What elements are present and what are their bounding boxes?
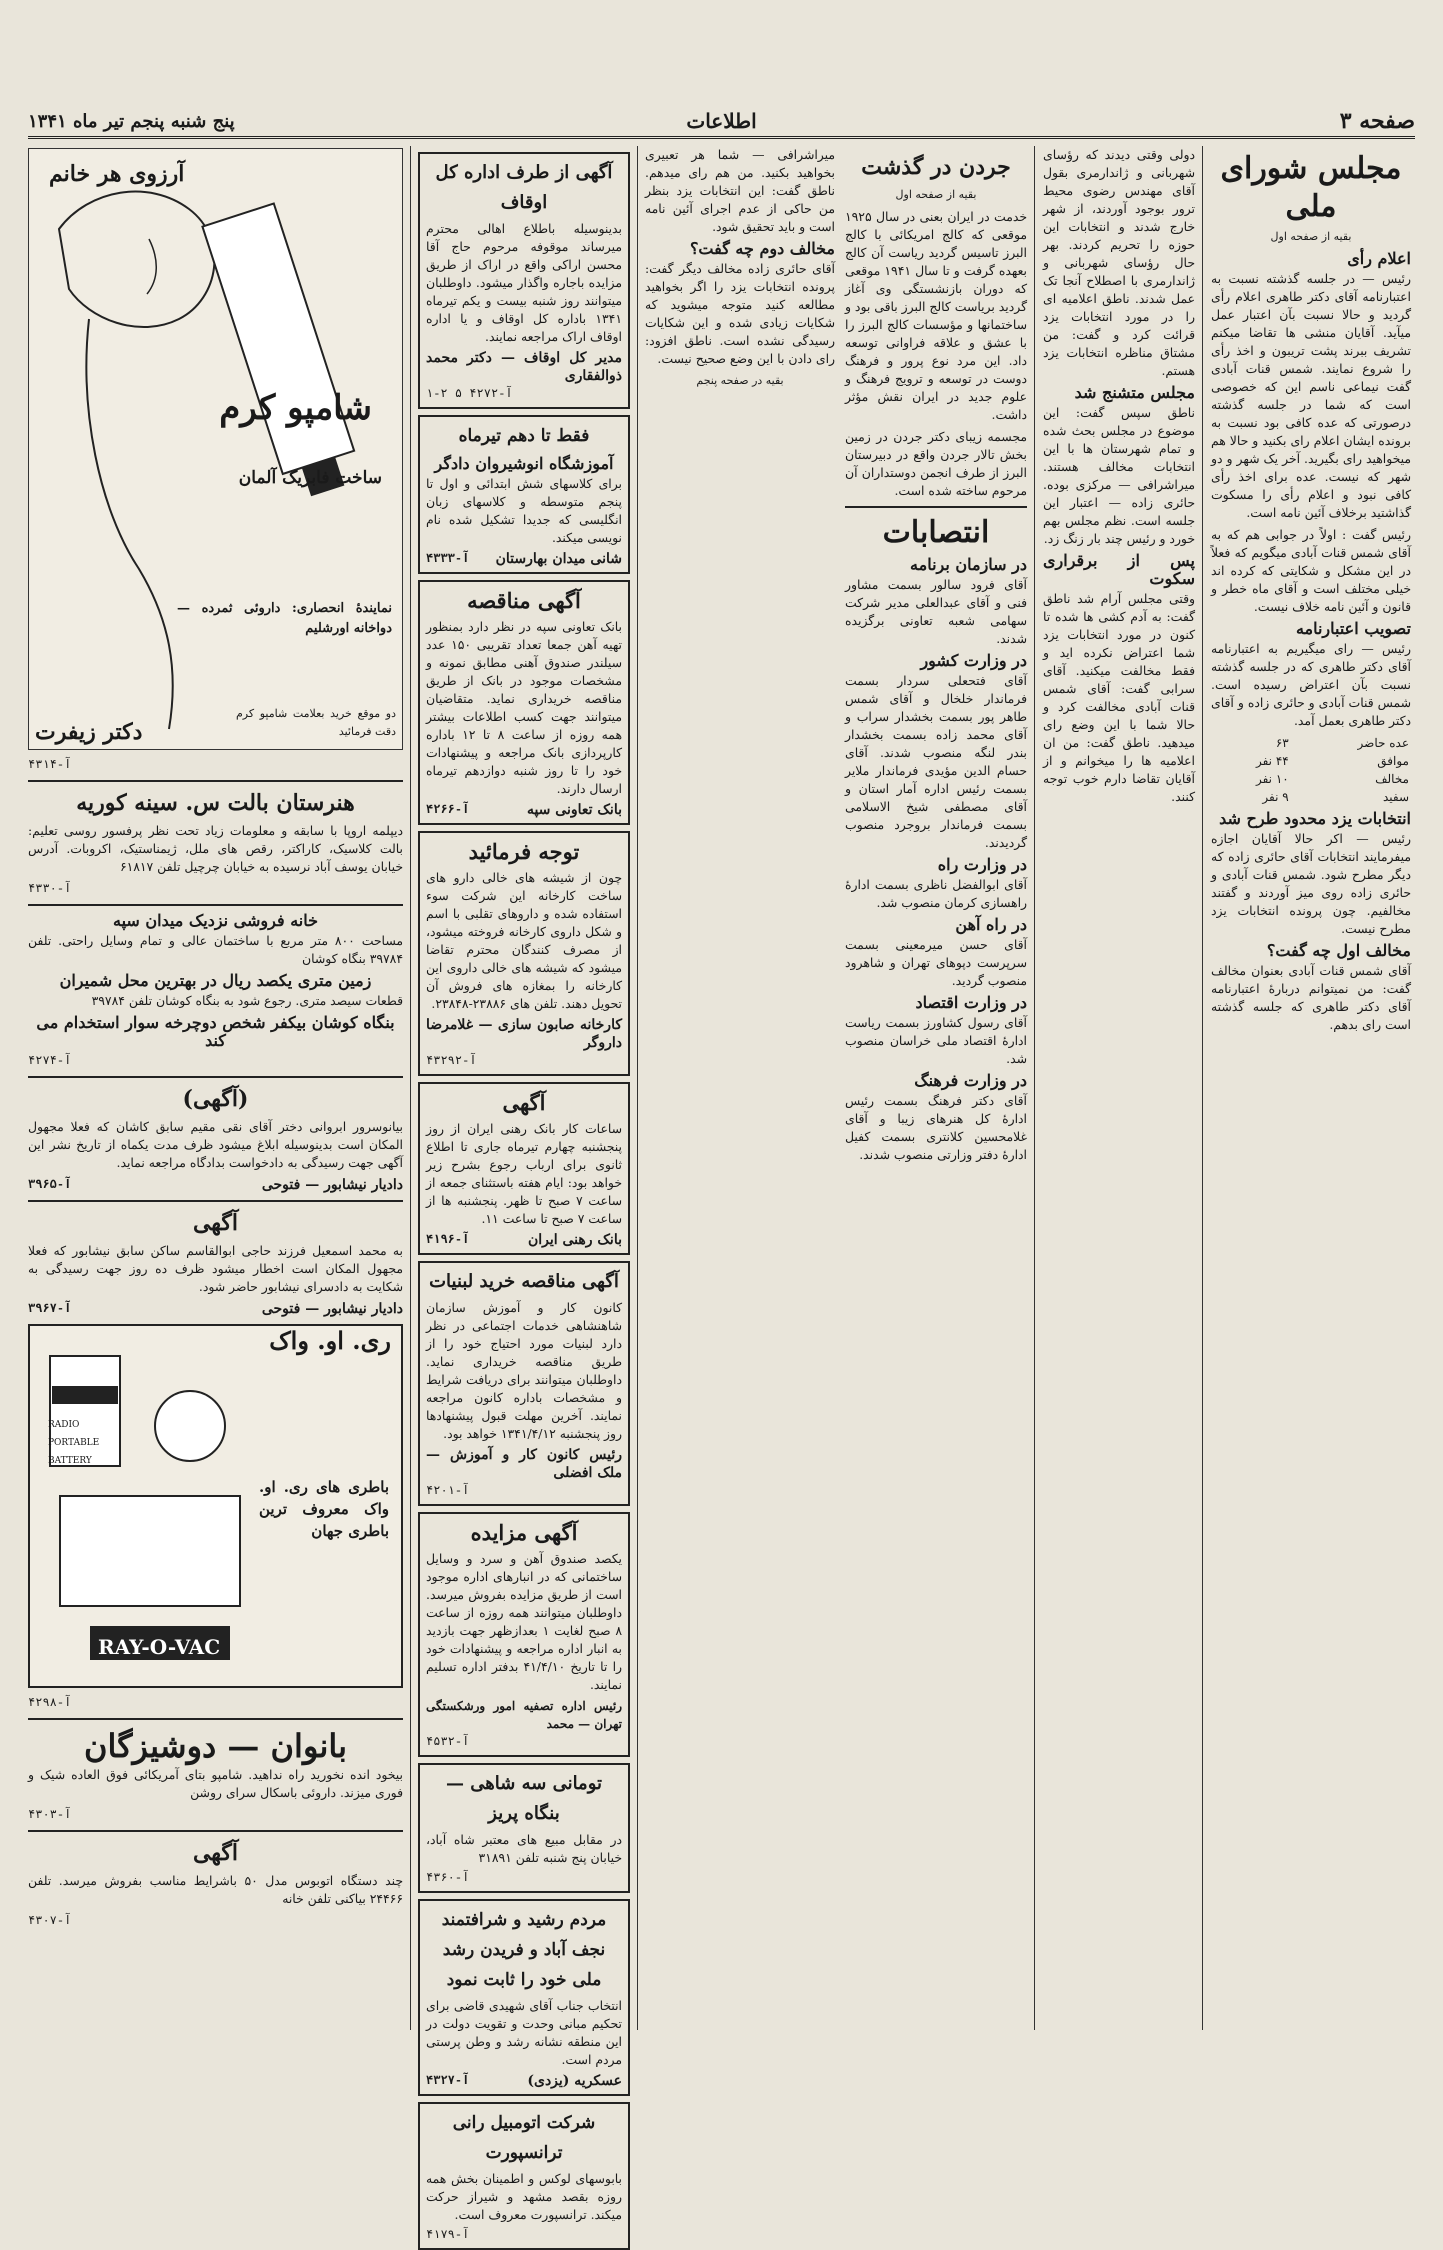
ad-code: آ-۴۳۲۷ (426, 2074, 470, 2088)
appointment-text: آقای ابوالفضل ناظری بسمت ادارهٔ راهسازی کرمان منصوب شد. (845, 877, 1027, 910)
ad-title: (آگهی) (182, 1086, 249, 1112)
divider (28, 780, 403, 782)
shampoo-agents: نمایندهٔ انحصاری: داروئی ثمرده — دواخانه اورشلیم (177, 601, 392, 636)
ad-najafabad (418, 1899, 630, 2096)
section-heading: مخالف اول چه گفت؟ (1266, 941, 1411, 960)
article-paragraph: دولی وقتی دیدند که رؤسای شهربانی و ژاندارمری بقول آقای مهندس رضوی محیط ترور بوجود آوردند، از شهر خارج شدند و انتخابات این حوزه را تحریم کردند. بهر حال رؤسای شهربانی و ژاندارمری با اصطلاح آنجا تک عمل شدند. ناطق اعلامیه ای را در مورد انتخابات یزد قرائت کرد و گفت: من مشتاق مناظره انتخابات یزد هستم. (1043, 147, 1195, 378)
ad-footer (28, 1176, 403, 1194)
column-rule (410, 146, 411, 2030)
article-paragraph: رئیس — در جلسه گذشته نسبت به اعتبارنامه آقای دکتر طاهری اعلام رأی گردید و حالا نسبت بآن اعتبار عمل میآید. آقایان منشی ها تقاضا میکنم تشریف ببرند پشت تریبون و اخذ رأی را شروع نمایند. شمس قنات آبادی گفت نیماعی ناسم این که خصوصی است که شما در جلسه گذشته درصورتی که عده کافی بود نسبت به برونده ایشان اعلام رای بکنید و حالا هم میخواهید رای بگیرید. آخر یک شهر و دو شهر که نیست. عده برای اخذ رأی کافی نبود و اعلام رأی را مسکوت گذاشتید برخلاف آئین نامه است. (1211, 271, 1411, 520)
divider (28, 1200, 403, 1202)
ad-title: مردم رشید و شرافتمند نجف آباد و فریدن رشد ملی خود را ثابت نمود (441, 1910, 607, 1990)
real-estate-ad (28, 912, 403, 1070)
ad-code-part: ۱-۲ (426, 387, 448, 401)
jordan-article (845, 146, 1027, 1168)
ad-footer (426, 1231, 622, 1249)
ad-code: آ-۴۳۱۴ (28, 758, 72, 772)
battery-label-band (52, 1386, 118, 1404)
section-heading: انتخابات یزد محدود طرح شد (1219, 809, 1411, 828)
appointments-title: انتصابات (882, 515, 990, 550)
ad-footer (426, 1016, 622, 1052)
ad-signature: دادیار نیشابور — فتوحی (261, 1177, 403, 1193)
ads-column (418, 146, 630, 2242)
article-paragraph: ناطق سپس گفت: این موضوع در مجلس بحث شده و تمام شهرستان ها با این انتخابات مخالف هستند. میراشرافی — مرکزی بوده. حائری زاده — اعتبار این جلسه است. نظم مجلس بهم خورد و رئیس چند بار زنگ زد. (1043, 405, 1195, 546)
ad-text: دیپلمه اروپا با سابقه و معلومات زیاد تحت نظر پرفسور روسی تعلیم: بالت کلاسیک، کاراکتر، رقص های ملل، ژیمناستیک، اکروبات. آدرس خیابان یوسف آباد نرسیده به خیابان چرچیل تلفن ۶۱۸۱۷ (28, 823, 403, 874)
ad-text: انتخاب جناب آقای شهیدی قاضی برای تحکیم مبانی وحدت و تقویت دولت در این منطقه نشانه رشد و وطن پرستی مردم است. (426, 1998, 622, 2067)
ad-title: فقط تا دهم تیرماه (458, 426, 590, 446)
vote-label: مخالف (1375, 772, 1409, 786)
article-title: مجلس شورای ملی (1220, 151, 1402, 224)
ad-text: کانون کار و آموزش سازمان شاهنشاهی خدمات اجتماعی در نظر دارد لبنیات مورد احتیاج خود را از طریق مناقصه خریداری نماید. داوطلبان میتوانند برای دریافت شرایط و مشخصات باداره کانون مراجعه نمایند. آخرین مهلت قبول پیشنهادها روز پنجشنبه ۱۳۴۱/۴/۱۲ خواهد بود. (426, 1300, 622, 1441)
ad-title: زمین متری یکصد ریال در بهترین محل شمیران (59, 971, 372, 990)
woman-figure-outline (86, 319, 172, 729)
rayovac-text: باطری های ری. او. واک معروف ترین باطری جهان (259, 1478, 389, 1540)
ad-title: بانوان — دوشیزگان (83, 1727, 348, 1765)
ad-code: آ-۴۱۹۶ (426, 1233, 470, 1247)
ad-signature: رئیس اداره تصفیه امور ورشکستگی تهران — محمد (426, 1699, 622, 1731)
ad-signature: کارخانه صابون سازی — غلامرضا داروگر (426, 1017, 622, 1051)
ad-text: ساعات کار بانک رهنی ایران از روز پنجشنبه چهارم تیرماه جاری تا اطلاع ثانوی برای ارباب رجوع بشرح زیر خواهد بود: ایام هفته باستثنای جمعه از ساعت ۷ صبح تا ظهر. پنجشنبه ها از ساعت ۷ صبح تا ساعت ۱۱. (426, 1121, 622, 1226)
ad-text: بدینوسیله باطلاع اهالی محترم میرساند موقوفه مرحوم حاج آقا محسن اراکی واقع در اراک از طریق مزایده باجاره واگذار میشود. داوطلبان میتوانند روز شنبه بیست و یکم تیرماه ۱۳۴۱ باداره کل اوقاف و یا اداره اوقاف اراک مراجعه نمایند. (426, 221, 622, 344)
paper-name: اطلاعات (686, 109, 757, 133)
parliament-continued (1043, 146, 1195, 2030)
ad-code: آ-۳۹۶۷ (28, 1302, 72, 1316)
ad-code: آ-۴۳۲۹۲ (426, 1054, 477, 1068)
divider (28, 1830, 403, 1832)
shampoo-maker: ساخت فابریک آلمان (238, 468, 382, 488)
legal-notice-1 (28, 1084, 403, 1194)
vote-row (1211, 734, 1411, 752)
ad-text: بانک تعاونی سپه در نظر دارد بمنظور تهیه آهن جمعا تعداد تقریبی ۱۵۰ عدد سیلندر صندوق آهنی مطابق نمونه و مشخصات موجود در بانک از طریق مناقصه خریداری نماید. متقاضیان میتوانند جهت کسب اطلاعات بیشتر همه روزه از ساعت ۸ تا ۱۲ باداره کارپردازی بانک مراجعه و پیشنهادات خود را تا روز شنبه دوازدهم تیرماه ارسال دارند. (426, 619, 622, 796)
ad-auction (418, 1512, 630, 1757)
appointment-heading: در راه آهن (955, 915, 1027, 934)
appointment-heading: در وزارت راه (937, 855, 1027, 874)
ad-signature: رئیس کانون کار و آموزش — ملک افضلی (426, 1447, 622, 1481)
ad-code: آ-۳۹۶۵ (28, 1178, 72, 1192)
ad-title: توجه فرمائید (468, 839, 580, 864)
jordan-column (645, 146, 1027, 2030)
article-paragraph: رئیس — رای میگیریم به اعتبارنامه آقای دکتر طاهری که در جلسه گذشته نسبت بآن اعتراض رسیده است. شمس قنات آبادی و حائری زاده و آقای دکتر طاهری بعمل آمد. (1211, 641, 1411, 728)
appointment-heading: در وزارت اقتصاد (915, 993, 1027, 1012)
ad-text: قطعات سیصد متری. رجوع شود به بنگاه کوشان تلفن ۳۹۷۸۴ (91, 993, 403, 1008)
divider (845, 506, 1027, 508)
page-number: صفحه ۳ (1339, 108, 1415, 134)
ad-text: یکصد صندوق آهن و سرد و وسایل ساختمانی که در انبارهای اداره موجود است از طریق مزایده بفروش میرسد. داوطلبان میتوانند همه روزه از ساعت ۸ صبح لغایت ۱ بعدازظهر جهت بازدید به انبار اداره مراجعه و پیشنهادات خود را تا تاریخ ۴۱/۴/۱۰ بدفتر اداره تسلیم نمایند. (426, 1551, 623, 1692)
woman-face-line (147, 239, 156, 294)
ad-code: آ-۴۳۰۳ (28, 1808, 72, 1822)
ad-signature: بانک تعاونی سپه (526, 802, 622, 818)
appointment-text: آقای حسن میرمعینی بسمت سرپرست دپوهای تهران و شاهرود منصوب گردید. (845, 937, 1027, 988)
ad-pawn (418, 1763, 630, 1893)
ad-title: آگهی (192, 1210, 239, 1236)
vote-label: موافق (1377, 754, 1409, 768)
section-heading: مجلس متشنج شد (1074, 383, 1195, 402)
ad-title: بنگاه کوشان بیکفر شخص دوچرخه سوار استخدام می کند (36, 1013, 395, 1050)
woman-hair-outline (59, 192, 214, 327)
ad-title: هنرستان بالت س. سینه کوریه (76, 790, 355, 816)
parliament-article (1211, 146, 1411, 2030)
ad-address: شانی میدان بهارستان (495, 551, 622, 567)
ad-text: بابوسهای لوکس و اطمینان بخش همه روزه بقصد مشهد و شیراز حرکت میکند. ترانسپورت معروف است. (426, 2171, 622, 2222)
ad-signature: عسکریه (یزدی) (527, 2073, 622, 2089)
ad-code: آ-۴۲۹۸ (28, 1696, 72, 1710)
ad-code: آ-۴۲۶۶ (426, 803, 470, 817)
appointment-heading: در وزارت کشور (920, 651, 1027, 670)
ad-title: آگهی از طرف اداره کل اوقاف (435, 162, 613, 213)
ad-school (418, 415, 630, 574)
masthead (28, 106, 1415, 139)
article-title: جردن در گذشت (861, 154, 1011, 180)
tube-body (202, 203, 354, 473)
vote-value: ۴۴ نفر (1255, 754, 1289, 768)
ad-subtitle: آموزشگاه انوشیروان دادگر (434, 454, 614, 473)
shampoo-ad (28, 148, 403, 750)
article-paragraph: رئیس گفت : اولاً در جوابی هم که به آقای شمس قنات آبادی میگویم که فعلاً در این مشکل و شکایتی که کرده اند خیلی مختلف است و آقای ماه خطر و قانون و آئین نامه خلاف نیست. (1211, 527, 1411, 614)
battery-pack (60, 1496, 240, 1606)
divider (28, 1076, 403, 1078)
ad-text: چون از شیشه های خالی دارو های ساخت کارخانه این شرکت سوء استفاده شده و داروهای تقلبی با اسم و شکل داروی کارخانه فروخته میشود، از مصرف کنندگان محترم تقاضا میشود که شیشه های خالی داروی این کارخانه را بمغازه های فروش آن تحویل دهند. تلفن های ۲۳۸۸۶-۲۳۸۴۸. (426, 870, 622, 1011)
ad-transport (418, 2102, 630, 2250)
ad-signature: دادیار نیشابور — فتوحی (261, 1301, 403, 1317)
ad-notice (418, 831, 630, 1076)
shampoo-name: شامپو کرم (219, 388, 372, 428)
ad-text: برای کلاسهای شش ابتدائی و اول تا پنجم متوسطه و کلاسهای زبان انگلیسی که جدیدا تشکیل شده نام نویسی میکند. (426, 476, 622, 545)
shampoo-brand: دکتر زیفرت (35, 719, 143, 745)
vote-row (1211, 770, 1411, 788)
ad-code: آ-۴۲۰۱ (426, 1484, 470, 1498)
ad-code: آ-۴۳۰۷ (28, 1914, 72, 1928)
appointment-text: آقای فتحعلی سردار بسمت فرماندار خلخال و آقای شمس طاهر پور بسمت بخشدار سراب و آقای محمد زاده بسمت بخشدار بندر لنگه منصوب شدند. آقای حسام الدین مؤیدی فرماندار ملایر بسمت رئیس اداره آمار استان و آقای مصطفی شیخ الاسلامی بسمت فرماندار بروجرد منصوب گردیدند. (845, 673, 1027, 850)
shampoo-headline: آرزوی هر خانم (49, 161, 185, 187)
ad-code (426, 385, 622, 403)
article-paragraph: مجسمه زیبای دکتر جردن در زمین بخش تالار جردن واقع در دبیرستان البرز از طرف انجمن دوستداران آن مرحوم ساخته شده است. (845, 429, 1027, 498)
ad-code: آ-۴۳۳۰ (28, 882, 72, 896)
ad-code: آ-۴۳۶۰ (426, 1871, 470, 1885)
rayovac-brand: RAY-O-VAC (98, 1635, 221, 1659)
section-heading: مخالف دوم چه گفت؟ (689, 239, 835, 258)
article-paragraph: میراشرافی — شما هر تعبیری بخواهید بکنید. من هم رای میدهم. ناطق گفت: این انتخابات یزد بنظر من حاکی از عدم اجرای آئین نامه است و باید تحقیق شود. (645, 147, 835, 234)
vote-row (1211, 752, 1411, 770)
ad-footer (426, 349, 622, 385)
ad-text: در مقابل مبیع های معتبر شاه آباد، خیابان پنج شنبه تلفن ۳۱۸۹۱ (426, 1832, 622, 1865)
ad-code-part: آ-۴۲۷۲ ۵ (454, 387, 513, 401)
ballet-ad (28, 788, 403, 898)
section-heading: اعلام رأی (1347, 249, 1411, 268)
ad-text: به محمد اسمعیل فرزند حاجی ابوالقاسم ساکن سابق نیشابور که فعلا مجهول المکان است اخطار میشود ظرف ده روز جهت رسیدگی به شکایت به دادسرای نیشابور حاضر شود. (28, 1243, 403, 1294)
vote-value: ۱۰ نفر (1255, 772, 1289, 786)
ad-footer (426, 550, 622, 568)
ad-code: آ-۴۱۷۹ (426, 2228, 470, 2242)
ad-title: آگهی مناقصه خرید لبنیات (429, 1271, 619, 1292)
ad-footer (426, 1697, 622, 1733)
shampoo-note: دو موقع خرید بعلامت شامپو کرم دقت فرمائید (236, 707, 396, 738)
continued-note: بقیه از صفحه اول (1270, 230, 1352, 243)
vote-label: سفید (1382, 790, 1409, 804)
column-rule (637, 146, 638, 2030)
ad-signature: مدیر کل اوقاف — دکتر محمد ذوالفقاری (426, 350, 622, 384)
bus-sale-ad (28, 1838, 403, 1930)
ad-bank (418, 1082, 630, 1255)
column-rule (1034, 146, 1035, 2030)
ad-title: آگهی مزایده (470, 1520, 578, 1545)
appointment-heading: در وزارت فرهنگ (914, 1071, 1027, 1090)
divider (28, 904, 403, 906)
issue-date: پنج شنبه پنجم تیر ماه ۱۳۴۱ (28, 110, 235, 132)
ad-title: شرکت اتومبیل رانی ترانسپورت (452, 2113, 596, 2163)
legal-notice-2 (28, 1208, 403, 1318)
ad-title: خانه فروشی نزدیک میدان سپه (112, 911, 318, 930)
ad-title: آگهی (502, 1090, 546, 1115)
left-ads-column (28, 146, 403, 2030)
shampoo-illustration (29, 149, 402, 749)
ad-text: مساحت ۸۰۰ متر مربع با ساختمان عالی و تمام وسایل راحتی. تلفن ۳۹۷۸۴ بنگاه کوشان (28, 933, 404, 966)
ad-footer (28, 1300, 403, 1318)
appointment-text: آقای دکتر فرهنگ بسمت رئیس ادارهٔ کل هنرهای زیبا و آقای غلامحسین کلانتری بسمت کفیل ادارهٔ دفتر وزارتی منصوب شدند. (845, 1093, 1027, 1162)
appointments-list (845, 556, 1027, 1164)
article-paragraph: رئیس — اکر حالا آقایان اجازه میفرمایند انتخابات آقای حائری زاده که دیگر مطرح شود. شمس قنات آبادی و حائری زاده روی میز آوردند و گفتند مخالفیم. چون پرونده انتخابات یزد مطرح نیست. (1211, 831, 1411, 936)
column-rule (1202, 146, 1203, 2030)
rayovac-ad (28, 1324, 403, 1688)
ladies-ad (28, 1726, 403, 1824)
article-paragraph: وقتی مجلس آرام شد ناطق گفت: به آدم کشی ها شده تا کنون در مورد انتخابات یزد شما اعتراض نکرده اید و فقط مخالفت میکنید. آقای سرابی گفت: آقای شمس قنات آبادی مخالفت کرد و حالا شما با این وضع رای میدهید. ناطق گفت: من ان اعلامیه ها را میخوانم و از آقایان تقاضا دارم خوب توجه کنند. (1043, 591, 1195, 804)
shampoo-footer (35, 705, 396, 745)
vote-row (1211, 788, 1411, 806)
section-heading: تصویب اعتبارنامه (1295, 619, 1411, 638)
section-heading: پس از برقراری سکوت (1043, 551, 1195, 588)
article-paragraph: آقای شمس قنات آبادی بعنوان مخالف گفت: من نمیتوانم دربارهٔ اعتبارنامه آقای دکتر طاهری که جلسه گذشته است رای بدهم. (1211, 963, 1411, 1032)
vote-value: ۹ نفر (1262, 790, 1289, 804)
appointment-text: آقای فرود سالور بسمت مشاور فنی و آقای عبدالعلی مدیر شرکت سهامی شعبه تعاونی برگزیده شدند. (845, 577, 1027, 646)
shampoo-tube (202, 203, 363, 502)
appointment-heading: در سازمان برنامه (910, 555, 1027, 574)
ad-title: آگهی مناقصه (467, 588, 581, 613)
ad-title: تومانی سه شاهی — بنگاه پریز (445, 1773, 603, 1824)
vote-label: عده حاضر (1357, 736, 1409, 750)
rayovac-subtitle: RADIO PORTABLE BATTERY (48, 1420, 100, 1466)
article-paragraph: آقای حائری زاده مخالف دیگر گفت: پرونده انتخابات یزد را اگر بخواهید مطالعه کنید متوجه میشوید که شکایات زیادی شده و این شکایات رسیدگی نشده است. ناطق افزود: رای دادن با این وضع صحیح نیست. (645, 261, 835, 366)
ad-code: آ-۴۵۳۲ (426, 1735, 470, 1749)
ad-footer (426, 2072, 622, 2090)
ad-text: بیانوسرور ابروانی دختر آقای نقی مقیم سابق کاشان که فعلا مجهول المکان است بدینوسیله ابلاغ میشود ظرف مدت یکماه از تاریخ نشر این آگهی جهت رسیدگی به دادخواست بدادگاه مراجعه نماید. (28, 1119, 403, 1170)
ad-code: آ-۴۳۳۳ (426, 552, 470, 566)
ad-awqaf (418, 152, 630, 409)
ad-title: آگهی (192, 1840, 239, 1866)
battery-round (155, 1391, 225, 1461)
vote-table (1211, 734, 1411, 806)
ad-dairy-tender (418, 1261, 630, 1506)
continued-note: بقیه از صفحه اول (895, 188, 977, 201)
ad-text: چند دستگاه اتوبوس مدل ۵۰ باشرایط مناسب بفروش میرسد. تلفن ۲۴۴۶۶ بیاکنی تلفن خانه (28, 1873, 403, 1906)
rayovac-title: ری. او. واک (269, 1326, 391, 1355)
ad-text: بیخود انده نخورید راه نداهید. شامپو بتای آمریکائی فوق العاده شیک و فوری میزند. داروئی باسکال سرای روشن (28, 1767, 403, 1800)
ad-footer (426, 801, 622, 819)
divider (28, 1718, 403, 1720)
ad-signature: بانک رهنی ایران (527, 1232, 622, 1248)
vote-value: ۶۳ (1275, 736, 1289, 750)
ad-code: آ-۴۲۷۴ (28, 1054, 72, 1068)
ad-tender (418, 580, 630, 825)
continued-note: بقیه در صفحه پنجم (696, 374, 784, 387)
article-paragraph: خدمت در ایران بعنی در سال ۱۹۲۵ موقعی که کالج امریکائی با کالج البرز تاسیس گردید ریاست آن کالج بعهده گرفت و تا سال ۱۹۴۱ موقعی که دوران بازنشستگی وی آغاز گردید بریاست کالج البرز باقی بود و ساختمانها و مؤسسات کالج البرز را با عشق و علاقه فراوانی توسعه داد. این مرد نوع پرور و فرهنگ دوست در توسعه و ترویج فرهنگ و علوم جدید در ایران نقش مؤثر داشت. (845, 209, 1027, 422)
ad-footer (426, 1446, 622, 1482)
appointment-text: آقای رسول کشاورز بسمت ریاست ادارهٔ اقتصاد ملی خراسان منصوب شد. (845, 1015, 1027, 1066)
